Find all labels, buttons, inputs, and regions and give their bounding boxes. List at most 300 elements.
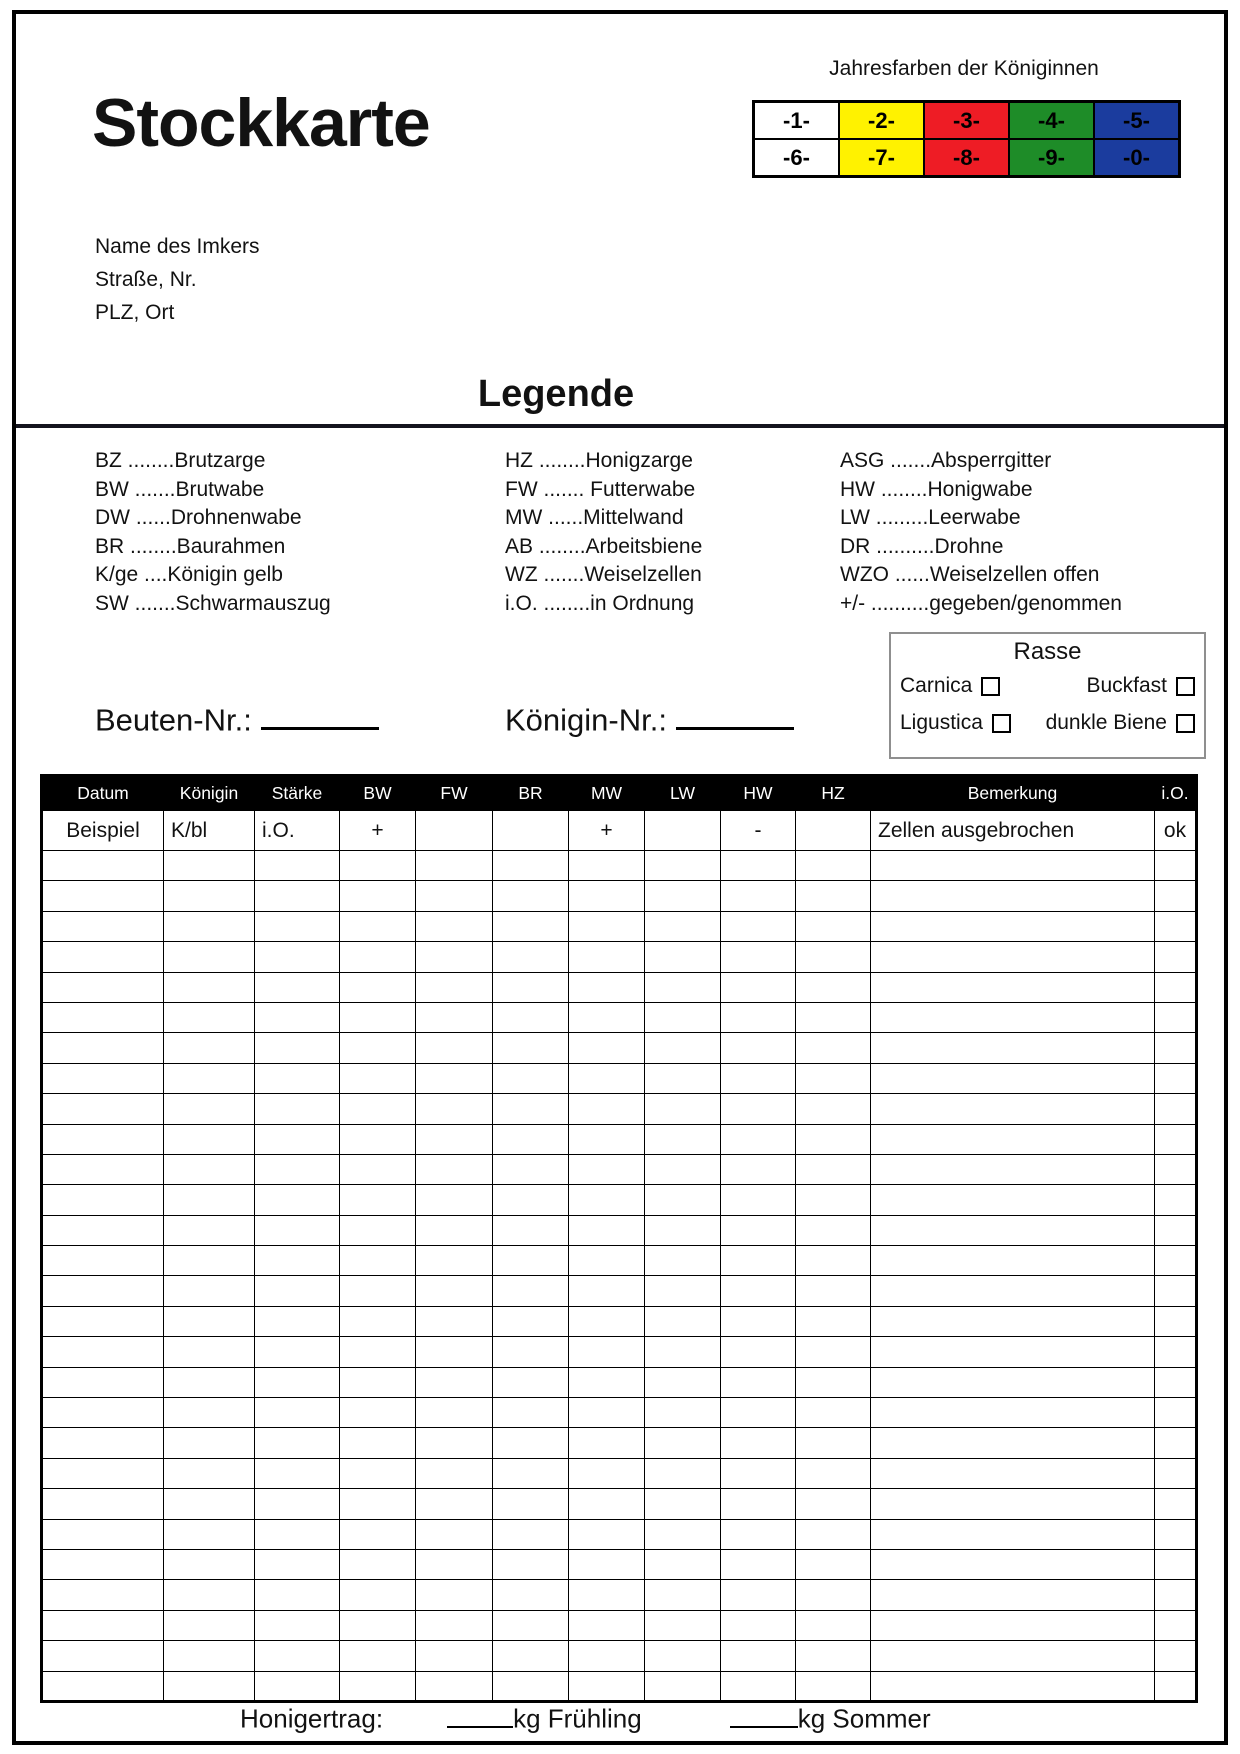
log-cell[interactable] xyxy=(645,1063,721,1093)
log-cell[interactable] xyxy=(493,1094,569,1124)
log-cell[interactable] xyxy=(164,911,255,941)
log-cell[interactable] xyxy=(721,1002,796,1032)
log-cell[interactable] xyxy=(340,1671,416,1701)
log-cell[interactable] xyxy=(721,1094,796,1124)
spring-kg-input-line[interactable] xyxy=(447,1701,513,1728)
log-cell[interactable] xyxy=(721,942,796,972)
log-cell[interactable] xyxy=(645,1002,721,1032)
log-cell[interactable] xyxy=(569,851,645,881)
log-cell[interactable] xyxy=(340,972,416,1002)
log-cell[interactable] xyxy=(721,1671,796,1701)
log-cell[interactable] xyxy=(42,1641,164,1671)
log-cell[interactable] xyxy=(164,1489,255,1519)
log-cell[interactable] xyxy=(416,1519,493,1549)
log-cell[interactable] xyxy=(1155,1610,1197,1640)
log-cell[interactable] xyxy=(164,1549,255,1579)
log-cell[interactable] xyxy=(340,1337,416,1367)
log-cell[interactable] xyxy=(493,1124,569,1154)
log-cell[interactable] xyxy=(42,1033,164,1063)
log-cell[interactable] xyxy=(645,1276,721,1306)
log-cell[interactable] xyxy=(569,1185,645,1215)
log-cell[interactable] xyxy=(164,1276,255,1306)
log-cell[interactable] xyxy=(255,1124,340,1154)
log-cell[interactable] xyxy=(493,1428,569,1458)
log-cell[interactable] xyxy=(42,1489,164,1519)
log-cell[interactable] xyxy=(416,1154,493,1184)
log-cell[interactable] xyxy=(164,1519,255,1549)
log-cell[interactable] xyxy=(645,1094,721,1124)
log-cell[interactable] xyxy=(1155,1124,1197,1154)
checkbox-ligustica[interactable] xyxy=(992,714,1011,733)
log-cell[interactable] xyxy=(569,1124,645,1154)
log-cell[interactable] xyxy=(569,1580,645,1610)
log-cell[interactable] xyxy=(721,1398,796,1428)
log-cell[interactable] xyxy=(871,1154,1155,1184)
log-cell[interactable] xyxy=(340,1580,416,1610)
log-cell[interactable] xyxy=(340,881,416,911)
log-cell[interactable] xyxy=(721,1276,796,1306)
log-cell[interactable] xyxy=(569,1246,645,1276)
log-cell[interactable] xyxy=(569,972,645,1002)
log-cell[interactable] xyxy=(721,1519,796,1549)
log-cell[interactable] xyxy=(1155,942,1197,972)
log-cell[interactable] xyxy=(796,1124,871,1154)
log-cell[interactable] xyxy=(164,942,255,972)
log-cell[interactable] xyxy=(569,1002,645,1032)
log-cell[interactable] xyxy=(42,972,164,1002)
log-cell[interactable] xyxy=(645,1306,721,1336)
log-cell[interactable] xyxy=(1155,1306,1197,1336)
log-cell[interactable] xyxy=(416,1276,493,1306)
log-cell[interactable] xyxy=(416,1641,493,1671)
log-cell[interactable] xyxy=(164,1398,255,1428)
log-cell[interactable] xyxy=(255,1094,340,1124)
log-cell[interactable] xyxy=(721,1458,796,1488)
log-cell[interactable] xyxy=(871,1185,1155,1215)
log-cell[interactable] xyxy=(416,1185,493,1215)
log-cell[interactable] xyxy=(340,1367,416,1397)
log-cell[interactable] xyxy=(255,1215,340,1245)
log-cell[interactable] xyxy=(493,911,569,941)
log-cell[interactable] xyxy=(416,1124,493,1154)
log-cell[interactable] xyxy=(42,1276,164,1306)
log-cell[interactable] xyxy=(416,1398,493,1428)
log-cell[interactable] xyxy=(42,1428,164,1458)
log-cell[interactable] xyxy=(645,942,721,972)
log-cell[interactable] xyxy=(340,1124,416,1154)
log-cell[interactable] xyxy=(796,1398,871,1428)
log-cell[interactable] xyxy=(569,1276,645,1306)
log-cell[interactable] xyxy=(42,1185,164,1215)
log-cell[interactable] xyxy=(42,1306,164,1336)
log-cell[interactable] xyxy=(42,1124,164,1154)
log-cell[interactable] xyxy=(796,1094,871,1124)
log-cell[interactable] xyxy=(569,1367,645,1397)
log-cell[interactable] xyxy=(416,1489,493,1519)
log-cell[interactable] xyxy=(796,1489,871,1519)
log-cell[interactable] xyxy=(493,1671,569,1701)
log-cell[interactable] xyxy=(340,1398,416,1428)
log-cell[interactable] xyxy=(340,1246,416,1276)
log-cell[interactable] xyxy=(255,1549,340,1579)
log-cell[interactable] xyxy=(871,1610,1155,1640)
log-cell[interactable] xyxy=(164,1215,255,1245)
log-cell[interactable] xyxy=(569,1033,645,1063)
log-cell[interactable] xyxy=(340,1002,416,1032)
log-cell[interactable] xyxy=(721,972,796,1002)
log-cell[interactable] xyxy=(164,1154,255,1184)
beuten-nr-input-line[interactable] xyxy=(261,698,379,730)
log-cell[interactable] xyxy=(42,1002,164,1032)
log-cell[interactable] xyxy=(164,1124,255,1154)
log-cell[interactable] xyxy=(796,1458,871,1488)
log-cell[interactable] xyxy=(416,1033,493,1063)
log-cell[interactable] xyxy=(42,1549,164,1579)
log-cell[interactable] xyxy=(569,1489,645,1519)
log-cell[interactable] xyxy=(340,1185,416,1215)
log-cell[interactable] xyxy=(416,1063,493,1093)
log-cell[interactable] xyxy=(645,911,721,941)
log-cell[interactable] xyxy=(796,1215,871,1245)
log-cell[interactable] xyxy=(164,1033,255,1063)
log-cell[interactable] xyxy=(645,1246,721,1276)
log-cell[interactable] xyxy=(416,1337,493,1367)
log-cell[interactable] xyxy=(340,1306,416,1336)
log-cell[interactable] xyxy=(721,1641,796,1671)
log-cell[interactable] xyxy=(721,851,796,881)
log-cell[interactable] xyxy=(796,942,871,972)
log-cell[interactable] xyxy=(340,1549,416,1579)
log-cell[interactable] xyxy=(871,911,1155,941)
log-cell[interactable] xyxy=(569,1306,645,1336)
log-cell[interactable] xyxy=(493,1549,569,1579)
log-cell[interactable] xyxy=(721,1367,796,1397)
log-cell[interactable] xyxy=(721,1306,796,1336)
log-cell[interactable] xyxy=(1155,1671,1197,1701)
log-cell[interactable] xyxy=(1155,911,1197,941)
log-cell[interactable] xyxy=(1155,881,1197,911)
log-cell[interactable] xyxy=(721,1337,796,1367)
log-cell[interactable] xyxy=(340,1276,416,1306)
log-cell[interactable] xyxy=(796,1185,871,1215)
log-cell[interactable] xyxy=(569,1337,645,1367)
log-cell[interactable] xyxy=(645,1610,721,1640)
log-cell[interactable] xyxy=(871,1549,1155,1579)
log-cell[interactable] xyxy=(255,851,340,881)
log-cell[interactable] xyxy=(42,1215,164,1245)
log-cell[interactable] xyxy=(493,1306,569,1336)
log-cell[interactable] xyxy=(1155,1489,1197,1519)
log-cell[interactable] xyxy=(255,942,340,972)
log-cell[interactable] xyxy=(164,1094,255,1124)
log-cell[interactable] xyxy=(255,1610,340,1640)
log-cell[interactable] xyxy=(796,1610,871,1640)
log-cell[interactable] xyxy=(255,1337,340,1367)
log-cell[interactable] xyxy=(42,911,164,941)
log-cell[interactable] xyxy=(871,1094,1155,1124)
log-cell[interactable] xyxy=(871,1367,1155,1397)
log-cell[interactable] xyxy=(645,1580,721,1610)
log-cell[interactable] xyxy=(493,1337,569,1367)
log-cell[interactable] xyxy=(340,1519,416,1549)
log-cell[interactable] xyxy=(164,1367,255,1397)
log-cell[interactable] xyxy=(796,911,871,941)
log-cell[interactable] xyxy=(42,1337,164,1367)
log-cell[interactable] xyxy=(721,1063,796,1093)
log-cell[interactable] xyxy=(871,1428,1155,1458)
log-cell[interactable] xyxy=(42,942,164,972)
log-cell[interactable] xyxy=(645,1489,721,1519)
log-cell[interactable] xyxy=(871,1215,1155,1245)
log-cell[interactable] xyxy=(871,942,1155,972)
log-cell[interactable] xyxy=(493,1215,569,1245)
log-cell[interactable] xyxy=(42,1458,164,1488)
log-cell[interactable] xyxy=(796,1428,871,1458)
log-cell[interactable] xyxy=(416,1002,493,1032)
log-cell[interactable] xyxy=(569,1063,645,1093)
log-cell[interactable] xyxy=(42,881,164,911)
log-cell[interactable] xyxy=(1155,1458,1197,1488)
log-cell[interactable] xyxy=(340,1033,416,1063)
log-cell[interactable] xyxy=(164,1337,255,1367)
log-cell[interactable] xyxy=(645,1428,721,1458)
log-cell[interactable] xyxy=(569,1671,645,1701)
log-cell[interactable] xyxy=(871,1398,1155,1428)
log-cell[interactable] xyxy=(721,1549,796,1579)
log-cell[interactable] xyxy=(416,911,493,941)
log-cell[interactable] xyxy=(164,851,255,881)
log-cell[interactable] xyxy=(796,1519,871,1549)
log-cell[interactable] xyxy=(796,1671,871,1701)
checkbox-carnica[interactable] xyxy=(981,677,1000,696)
log-cell[interactable] xyxy=(721,1154,796,1184)
log-cell[interactable] xyxy=(340,1063,416,1093)
log-cell[interactable] xyxy=(255,972,340,1002)
log-cell[interactable] xyxy=(1155,851,1197,881)
log-cell[interactable] xyxy=(164,1306,255,1336)
log-cell[interactable] xyxy=(255,1063,340,1093)
log-cell[interactable] xyxy=(796,1033,871,1063)
log-cell[interactable] xyxy=(1155,1337,1197,1367)
log-cell[interactable] xyxy=(645,1398,721,1428)
log-cell[interactable] xyxy=(416,942,493,972)
log-cell[interactable] xyxy=(416,1671,493,1701)
log-cell[interactable] xyxy=(416,1458,493,1488)
log-cell[interactable] xyxy=(645,972,721,1002)
log-cell[interactable] xyxy=(416,1094,493,1124)
log-cell[interactable] xyxy=(796,1641,871,1671)
log-cell[interactable] xyxy=(871,1063,1155,1093)
log-cell[interactable] xyxy=(42,1154,164,1184)
log-cell[interactable] xyxy=(569,1549,645,1579)
log-cell[interactable] xyxy=(645,1154,721,1184)
log-cell[interactable] xyxy=(255,1276,340,1306)
log-cell[interactable] xyxy=(42,1519,164,1549)
log-cell[interactable] xyxy=(1155,1154,1197,1184)
log-cell[interactable] xyxy=(164,1428,255,1458)
log-cell[interactable] xyxy=(645,851,721,881)
log-cell[interactable] xyxy=(796,1337,871,1367)
log-cell[interactable] xyxy=(721,1033,796,1063)
log-cell[interactable] xyxy=(255,1185,340,1215)
log-cell[interactable] xyxy=(164,1671,255,1701)
log-cell[interactable] xyxy=(569,881,645,911)
log-cell[interactable] xyxy=(42,1063,164,1093)
log-cell[interactable] xyxy=(255,1367,340,1397)
log-cell[interactable] xyxy=(796,851,871,881)
log-cell[interactable] xyxy=(1155,1033,1197,1063)
log-cell[interactable] xyxy=(871,1641,1155,1671)
log-cell[interactable] xyxy=(1155,1094,1197,1124)
log-cell[interactable] xyxy=(493,1185,569,1215)
log-cell[interactable] xyxy=(493,972,569,1002)
log-cell[interactable] xyxy=(645,1124,721,1154)
log-cell[interactable] xyxy=(493,1154,569,1184)
log-cell[interactable] xyxy=(164,1185,255,1215)
log-cell[interactable] xyxy=(569,1428,645,1458)
log-cell[interactable] xyxy=(1155,1002,1197,1032)
log-cell[interactable] xyxy=(493,1398,569,1428)
log-cell[interactable] xyxy=(493,1489,569,1519)
log-cell[interactable] xyxy=(645,1641,721,1671)
log-cell[interactable] xyxy=(569,1094,645,1124)
log-cell[interactable] xyxy=(871,851,1155,881)
log-cell[interactable] xyxy=(871,1519,1155,1549)
log-cell[interactable] xyxy=(569,942,645,972)
log-cell[interactable] xyxy=(569,1458,645,1488)
log-cell[interactable] xyxy=(340,851,416,881)
log-cell[interactable] xyxy=(164,1246,255,1276)
log-cell[interactable] xyxy=(164,972,255,1002)
checkbox-dunkle-biene[interactable] xyxy=(1176,714,1195,733)
log-cell[interactable] xyxy=(645,1215,721,1245)
log-cell[interactable] xyxy=(645,1367,721,1397)
log-cell[interactable] xyxy=(1155,1185,1197,1215)
log-cell[interactable] xyxy=(569,911,645,941)
log-cell[interactable] xyxy=(42,1398,164,1428)
log-cell[interactable] xyxy=(796,1002,871,1032)
log-cell[interactable] xyxy=(340,1094,416,1124)
log-cell[interactable] xyxy=(164,1458,255,1488)
log-cell[interactable] xyxy=(416,1549,493,1579)
log-cell[interactable] xyxy=(1155,1367,1197,1397)
log-cell[interactable] xyxy=(493,1458,569,1488)
log-cell[interactable] xyxy=(416,972,493,1002)
log-cell[interactable] xyxy=(569,1215,645,1245)
log-cell[interactable] xyxy=(255,1428,340,1458)
log-cell[interactable] xyxy=(416,1367,493,1397)
log-cell[interactable] xyxy=(721,1428,796,1458)
log-cell[interactable] xyxy=(42,1580,164,1610)
log-cell[interactable] xyxy=(255,1519,340,1549)
log-cell[interactable] xyxy=(721,1246,796,1276)
log-cell[interactable] xyxy=(255,1398,340,1428)
log-cell[interactable] xyxy=(569,1398,645,1428)
log-cell[interactable] xyxy=(416,1428,493,1458)
log-cell[interactable] xyxy=(569,1519,645,1549)
log-cell[interactable] xyxy=(164,1580,255,1610)
log-cell[interactable] xyxy=(721,1124,796,1154)
log-cell[interactable] xyxy=(255,1580,340,1610)
log-cell[interactable] xyxy=(493,942,569,972)
log-cell[interactable] xyxy=(796,1063,871,1093)
log-cell[interactable] xyxy=(340,1154,416,1184)
log-cell[interactable] xyxy=(493,1033,569,1063)
log-cell[interactable] xyxy=(569,1154,645,1184)
log-cell[interactable] xyxy=(255,1002,340,1032)
summer-kg-input-line[interactable] xyxy=(730,1701,798,1728)
log-cell[interactable] xyxy=(645,1671,721,1701)
log-cell[interactable] xyxy=(796,1154,871,1184)
log-cell[interactable] xyxy=(42,851,164,881)
log-cell[interactable] xyxy=(340,1610,416,1640)
log-cell[interactable] xyxy=(255,1033,340,1063)
log-cell[interactable] xyxy=(164,1002,255,1032)
log-cell[interactable] xyxy=(493,1610,569,1640)
log-cell[interactable] xyxy=(42,1094,164,1124)
log-cell[interactable] xyxy=(871,1124,1155,1154)
log-cell[interactable] xyxy=(416,1610,493,1640)
log-cell[interactable] xyxy=(255,1246,340,1276)
log-cell[interactable] xyxy=(1155,1519,1197,1549)
log-cell[interactable] xyxy=(42,1610,164,1640)
log-cell[interactable] xyxy=(416,1246,493,1276)
log-cell[interactable] xyxy=(255,911,340,941)
log-cell[interactable] xyxy=(42,1246,164,1276)
log-cell[interactable] xyxy=(796,1549,871,1579)
log-cell[interactable] xyxy=(796,1246,871,1276)
log-cell[interactable] xyxy=(255,1306,340,1336)
log-cell[interactable] xyxy=(255,1489,340,1519)
log-cell[interactable] xyxy=(721,1489,796,1519)
log-cell[interactable] xyxy=(42,1367,164,1397)
log-cell[interactable] xyxy=(871,1246,1155,1276)
log-cell[interactable] xyxy=(416,851,493,881)
log-cell[interactable] xyxy=(796,881,871,911)
log-cell[interactable] xyxy=(164,1641,255,1671)
log-cell[interactable] xyxy=(569,1641,645,1671)
log-cell[interactable] xyxy=(796,1580,871,1610)
log-cell[interactable] xyxy=(340,1428,416,1458)
log-cell[interactable] xyxy=(340,1458,416,1488)
log-cell[interactable] xyxy=(416,1580,493,1610)
log-cell[interactable] xyxy=(255,1641,340,1671)
log-cell[interactable] xyxy=(340,942,416,972)
log-cell[interactable] xyxy=(255,1458,340,1488)
log-cell[interactable] xyxy=(721,1580,796,1610)
log-cell[interactable] xyxy=(1155,1215,1197,1245)
log-cell[interactable] xyxy=(1155,1246,1197,1276)
log-cell[interactable] xyxy=(340,1489,416,1519)
log-cell[interactable] xyxy=(255,1154,340,1184)
log-cell[interactable] xyxy=(1155,1063,1197,1093)
log-cell[interactable] xyxy=(493,1063,569,1093)
log-cell[interactable] xyxy=(493,881,569,911)
log-cell[interactable] xyxy=(164,881,255,911)
log-cell[interactable] xyxy=(1155,1276,1197,1306)
log-cell[interactable] xyxy=(721,1610,796,1640)
log-cell[interactable] xyxy=(416,1306,493,1336)
log-cell[interactable] xyxy=(796,1367,871,1397)
log-cell[interactable] xyxy=(871,972,1155,1002)
log-cell[interactable] xyxy=(645,1337,721,1367)
checkbox-buckfast[interactable] xyxy=(1176,677,1195,696)
log-cell[interactable] xyxy=(645,1458,721,1488)
log-cell[interactable] xyxy=(871,1276,1155,1306)
log-cell[interactable] xyxy=(871,881,1155,911)
log-cell[interactable] xyxy=(1155,1549,1197,1579)
log-cell[interactable] xyxy=(721,1215,796,1245)
